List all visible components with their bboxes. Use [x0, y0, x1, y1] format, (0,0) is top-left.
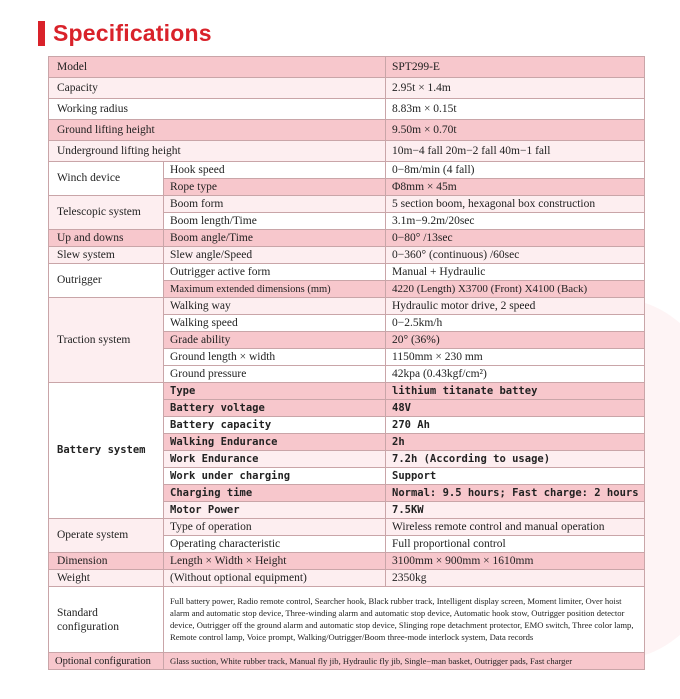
label-underground-lifting: Underground lifting height [49, 141, 386, 162]
sub-walking-speed: Walking speed [164, 315, 386, 332]
sub-dimension: Length × Width × Height [164, 553, 386, 570]
label-standard-line-1: Standard [57, 606, 98, 619]
value-slew-angle: 0−360° (continuous) /60sec [386, 247, 645, 264]
sub-battery-capacity: Battery capacity [164, 417, 386, 434]
sub-operating-characteristic: Operating characteristic [164, 536, 386, 553]
value-working-radius: 8.83m × 0.15t [386, 99, 645, 120]
sub-ground-length: Ground length × width [164, 349, 386, 366]
row-battery-1 [49, 383, 645, 400]
label-working-radius: Working radius [49, 99, 386, 120]
row-standard-configuration [49, 587, 645, 653]
row-capacity [49, 78, 645, 99]
sub-outrigger-dimensions: Maximum extended dimensions (mm) [164, 281, 386, 298]
row-traction-1 [49, 298, 645, 315]
value-outrigger-form: Manual + Hydraulic [386, 264, 645, 281]
value-optional-configuration: Glass suction, White rubber track, Manual fly jib, Hydraulic fly jib, Single−man basket, Outrigger pads, Fast charger [164, 653, 645, 670]
row-outrigger-1 [49, 264, 645, 281]
sub-outrigger-form: Outrigger active form [164, 264, 386, 281]
value-boom-form: 5 section boom, hexagonal box construction [386, 196, 645, 213]
label-weight: Weight [49, 570, 164, 587]
label-battery: Battery system [49, 383, 164, 519]
label-winch: Winch device [49, 162, 164, 196]
sub-battery-voltage: Battery voltage [164, 400, 386, 417]
value-battery-voltage: 48V [386, 400, 645, 417]
value-work-under-charging: Support [386, 468, 645, 485]
row-optional-configuration [49, 653, 645, 670]
value-boom-angle: 0−80° /13sec [386, 230, 645, 247]
row-operate-1 [49, 519, 645, 536]
sub-battery-type: Type [164, 383, 386, 400]
row-slew [49, 247, 645, 264]
value-operating-characteristic: Full proportional control [386, 536, 645, 553]
value-charging-time: Normal: 9.5 hours; Fast charge: 2 hours [386, 485, 645, 502]
value-dimension: 3100mm × 900mm × 1610mm [386, 553, 645, 570]
value-outrigger-dimensions: 4220 (Length) X3700 (Front) X4100 (Back) [386, 281, 645, 298]
value-underground-lifting: 10m−4 fall 20m−2 fall 40m−1 fall [386, 141, 645, 162]
sub-boom-form: Boom form [164, 196, 386, 213]
label-slew: Slew system [49, 247, 164, 264]
value-battery-type: lithium titanate battey [386, 383, 645, 400]
row-weight [49, 570, 645, 587]
value-ground-length: 1150mm × 230 mm [386, 349, 645, 366]
label-outrigger: Outrigger [49, 264, 164, 298]
label-up-and-downs: Up and downs [49, 230, 164, 247]
value-operation-type: Wireless remote control and manual operation [386, 519, 645, 536]
sub-boom-length: Boom length/Time [164, 213, 386, 230]
row-model [49, 57, 645, 78]
label-dimension: Dimension [49, 553, 164, 570]
sub-work-under-charging: Work under charging [164, 468, 386, 485]
page-title: Specifications [53, 19, 212, 46]
label-capacity: Capacity [49, 78, 386, 99]
value-weight: 2350kg [386, 570, 645, 587]
row-ground-lifting [49, 120, 645, 141]
value-walking-speed: 0−2.5km/h [386, 315, 645, 332]
row-up-and-downs [49, 230, 645, 247]
row-underground-lifting [49, 141, 645, 162]
value-ground-pressure: 42kpa (0.43kgf/cm²) [386, 366, 645, 383]
label-ground-lifting: Ground lifting height [49, 120, 386, 141]
value-hook-speed: 0−8m/min (4 fall) [386, 162, 645, 179]
sub-boom-angle: Boom angle/Time [164, 230, 386, 247]
value-motor-power: 7.5KW [386, 502, 645, 519]
label-optional-configuration: Optional configuration [49, 653, 164, 670]
row-telescopic-1 [49, 196, 645, 213]
sub-operation-type: Type of operation [164, 519, 386, 536]
label-model: Model [49, 57, 386, 78]
row-working-radius [49, 99, 645, 120]
sub-work-endurance: Work Endurance [164, 451, 386, 468]
label-standard-configuration [49, 587, 164, 653]
value-battery-capacity: 270 Ah [386, 417, 645, 434]
value-walking-endurance: 2h [386, 434, 645, 451]
sub-ground-pressure: Ground pressure [164, 366, 386, 383]
sub-grade-ability: Grade ability [164, 332, 386, 349]
label-telescopic: Telescopic system [49, 196, 164, 230]
value-standard-configuration: Full battery power, Radio remote control, Searcher hook, Black rubber track, Intelligent display screen, Moment limiter, Over hoist alarm and automatic stop device, Three-winding alarm and automatic stop device, Automatic hook stow, Outrigger position detector device, Outrigger off the ground alarm and automatic stop device, Slinging rope detachment protector, EMO switch, Three color lamp, Remote control lamp, Voice prompt, Walking/Outrigger/Boom three-mode interlock system, Data records [164, 587, 645, 653]
sub-charging-time: Charging time [164, 485, 386, 502]
sub-hook-speed: Hook speed [164, 162, 386, 179]
sub-weight: (Without optional equipment) [164, 570, 386, 587]
value-walking-way: Hydraulic motor drive, 2 speed [386, 298, 645, 315]
section-heading [38, 18, 212, 48]
sub-rope-type: Rope type [164, 179, 386, 196]
value-work-endurance: 7.2h (According to usage) [386, 451, 645, 468]
value-grade-ability: 20° (36%) [386, 332, 645, 349]
sub-walking-endurance: Walking Endurance [164, 434, 386, 451]
label-standard-line-2: configuration [57, 620, 119, 633]
sub-walking-way: Walking way [164, 298, 386, 315]
row-winch-1 [49, 162, 645, 179]
heading-accent-bar [38, 21, 45, 46]
specifications-table [48, 56, 645, 670]
value-ground-lifting: 9.50m × 0.70t [386, 120, 645, 141]
value-model: SPT299-E [386, 57, 645, 78]
sub-slew-angle: Slew angle/Speed [164, 247, 386, 264]
value-capacity: 2.95t × 1.4m [386, 78, 645, 99]
label-operate: Operate system [49, 519, 164, 553]
label-traction: Traction system [49, 298, 164, 383]
row-dimension [49, 553, 645, 570]
sub-motor-power: Motor Power [164, 502, 386, 519]
value-rope-type: Φ8mm × 45m [386, 179, 645, 196]
value-boom-length: 3.1m−9.2m/20sec [386, 213, 645, 230]
